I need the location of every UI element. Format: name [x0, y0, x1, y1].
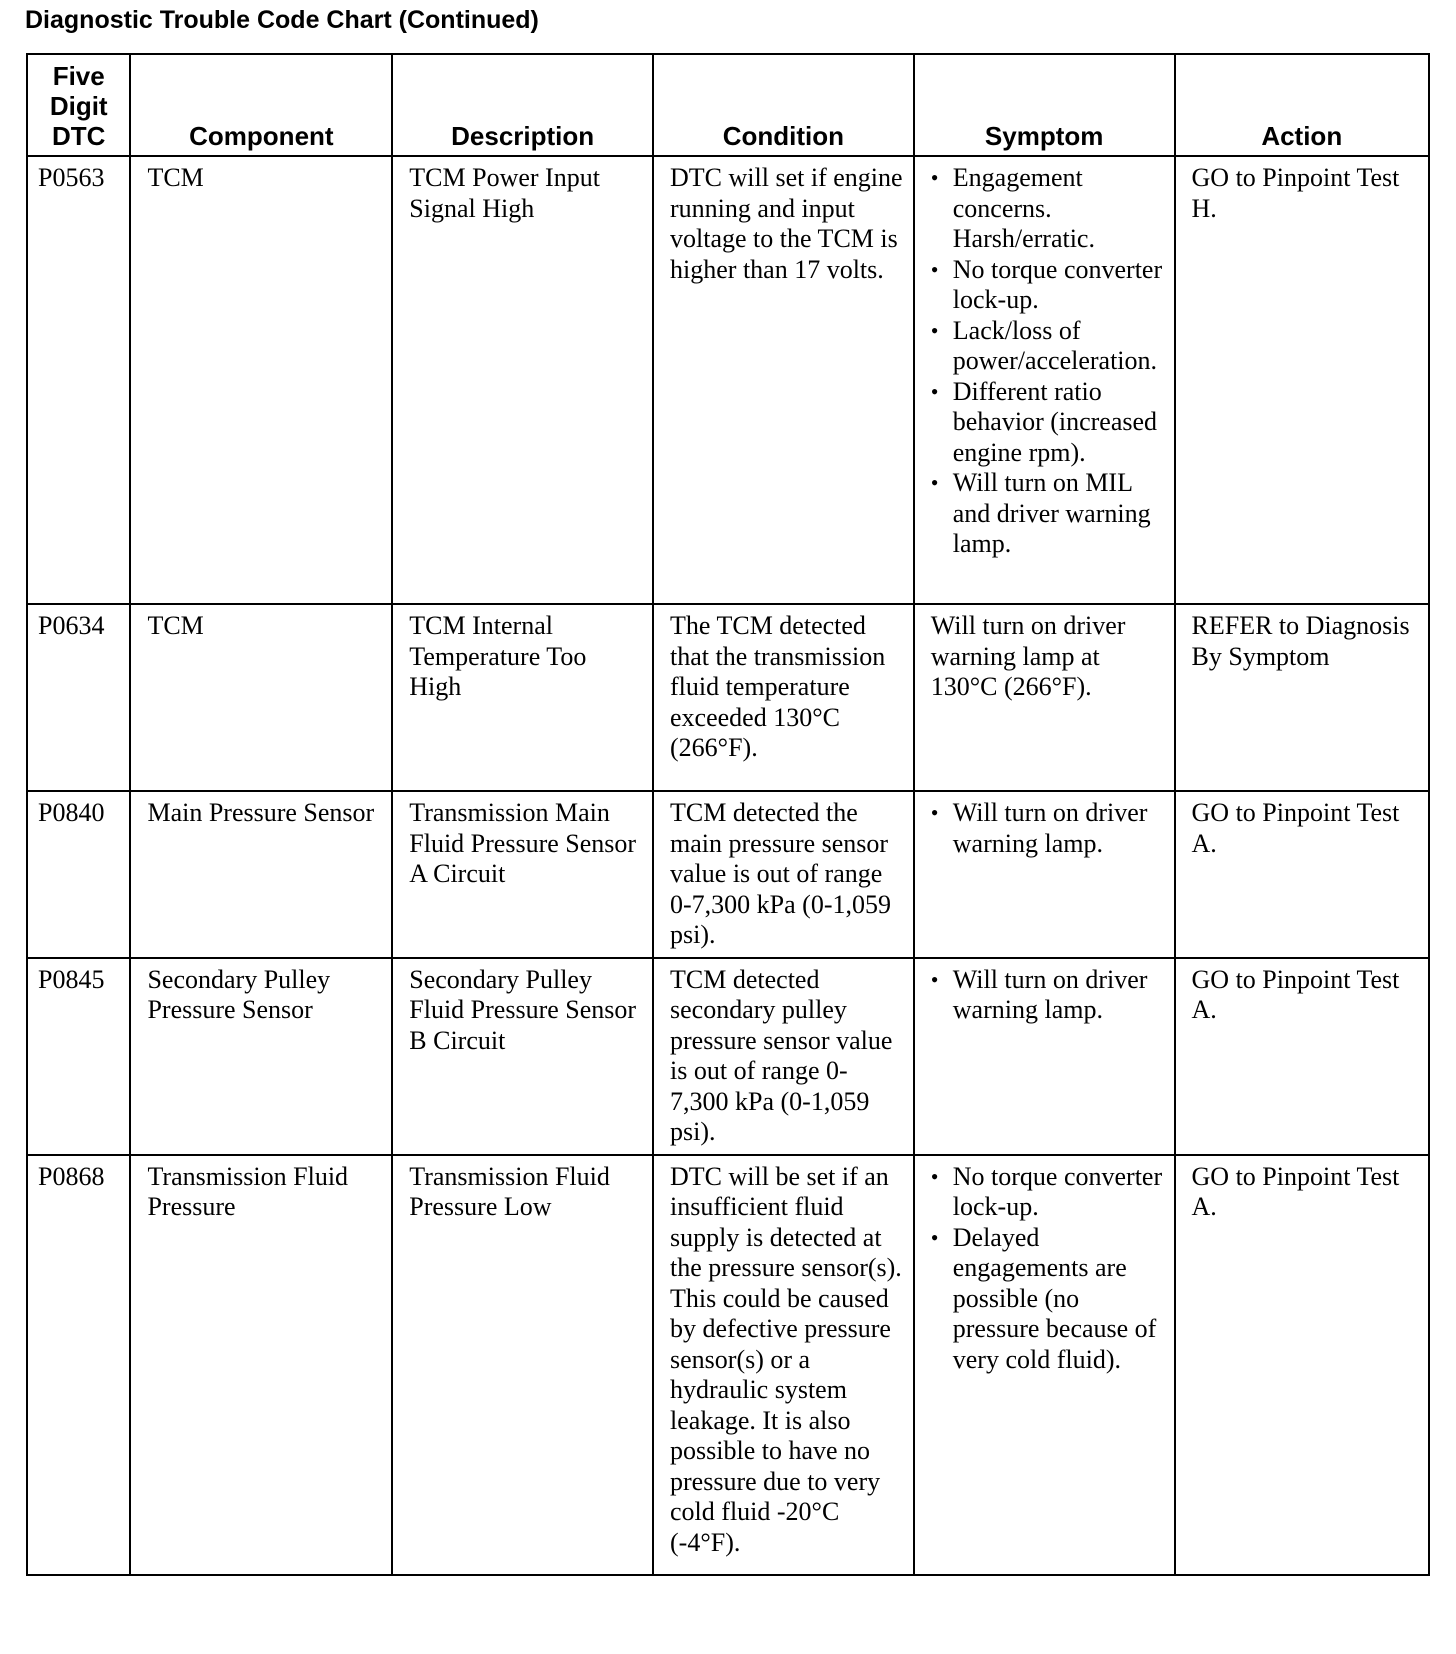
symptom-list-item: • Engagement concerns. Harsh/erratic. — [931, 163, 1166, 255]
symptom-list — [931, 798, 1166, 859]
header-description: Description — [392, 54, 653, 156]
condition-cell: DTC will set if engine running and input voltage to the TCM is higher than 17 volts. — [653, 156, 914, 604]
condition-cell: The TCM detected that the transmission fluid temperature exceeded 130°C (266°F). — [653, 604, 914, 791]
dtc-code-cell: P0868 — [27, 1155, 130, 1575]
symptom-list-item: • Will turn on driver warning lamp. — [931, 798, 1166, 859]
symptom-list-item: • Will turn on driver warning lamp. — [931, 965, 1166, 1026]
header-action: Action — [1175, 54, 1429, 156]
symptom-list-item: • No torque converter lock-up. — [931, 255, 1166, 316]
table-row — [27, 958, 1429, 1155]
header-symptom: Symptom — [914, 54, 1175, 156]
condition-cell: TCM detected the main pressure sensor value is out of range 0-7,300 kPa (0-1,059 psi). — [653, 791, 914, 958]
description-cell: Transmission Fluid Pressure Low — [392, 1155, 653, 1575]
condition-cell: TCM detected secondary pulley pressure sensor value is out of range 0-7,300 kPa (0-1,059 psi). — [653, 958, 914, 1155]
table-body — [27, 156, 1429, 1575]
component-cell: Main Pressure Sensor — [130, 791, 392, 958]
symptom-cell — [914, 156, 1175, 604]
table-row — [27, 1155, 1429, 1575]
header-dtc — [27, 54, 130, 156]
condition-cell: DTC will be set if an insufficient fluid supply is detected at the pressure sensor(s). This could be caused by defective pressure sensor(s) or a hydraulic system leakage. It is also possible to have no pressure due to very cold fluid -20°C (-4°F). — [653, 1155, 914, 1575]
dtc-table — [26, 53, 1430, 1576]
table-row — [27, 791, 1429, 958]
header-component: Component — [130, 54, 392, 156]
action-cell: GO to Pinpoint Test A. — [1175, 791, 1429, 958]
action-cell: GO to Pinpoint Test A. — [1175, 1155, 1429, 1575]
action-cell: GO to Pinpoint Test H. — [1175, 156, 1429, 604]
description-cell: TCM Power Input Signal High — [392, 156, 653, 604]
component-cell: Transmission Fluid Pressure — [130, 1155, 392, 1575]
description-cell: TCM Internal Temperature Too High — [392, 604, 653, 791]
dtc-code-cell: P0634 — [27, 604, 130, 791]
symptom-text: Will turn on driver warning lamp at 130°C (266°F). — [930, 611, 1126, 701]
action-cell: GO to Pinpoint Test A. — [1175, 958, 1429, 1155]
symptom-list-item: • Lack/loss of power/acceleration. — [931, 316, 1166, 377]
description-cell: Transmission Main Fluid Pressure Sensor A Circuit — [392, 791, 653, 958]
page-title: Diagnostic Trouble Code Chart (Continued) — [25, 6, 539, 34]
header-condition: Condition — [653, 54, 914, 156]
header-dtc-label: Five Digit DTC — [49, 61, 108, 151]
table-row — [27, 604, 1429, 791]
dtc-code-cell: P0563 — [27, 156, 130, 604]
symptom-list-item: • Different ratio behavior (increased engine rpm). — [931, 377, 1166, 469]
symptom-list-item: • Will turn on MIL and driver warning lamp. — [931, 468, 1166, 560]
symptom-cell — [914, 604, 1175, 791]
table-row — [27, 156, 1429, 604]
dtc-code-cell: P0840 — [27, 791, 130, 958]
component-cell: TCM — [130, 156, 392, 604]
symptom-list-item: • Delayed engagements are possible (no pressure because of very cold fluid). — [931, 1223, 1166, 1376]
symptom-list — [931, 965, 1166, 1026]
symptom-list — [931, 1162, 1166, 1376]
component-cell: Secondary Pulley Pressure Sensor — [130, 958, 392, 1155]
action-cell: REFER to Diagnosis By Symptom — [1175, 604, 1429, 791]
component-cell: TCM — [130, 604, 392, 791]
table-header-row — [27, 54, 1429, 156]
description-cell: Secondary Pulley Fluid Pressure Sensor B Circuit — [392, 958, 653, 1155]
symptom-list-item: • No torque converter lock-up. — [931, 1162, 1166, 1223]
symptom-cell — [914, 1155, 1175, 1575]
dtc-code-cell: P0845 — [27, 958, 130, 1155]
symptom-list — [931, 163, 1166, 560]
symptom-cell — [914, 958, 1175, 1155]
symptom-cell — [914, 791, 1175, 958]
